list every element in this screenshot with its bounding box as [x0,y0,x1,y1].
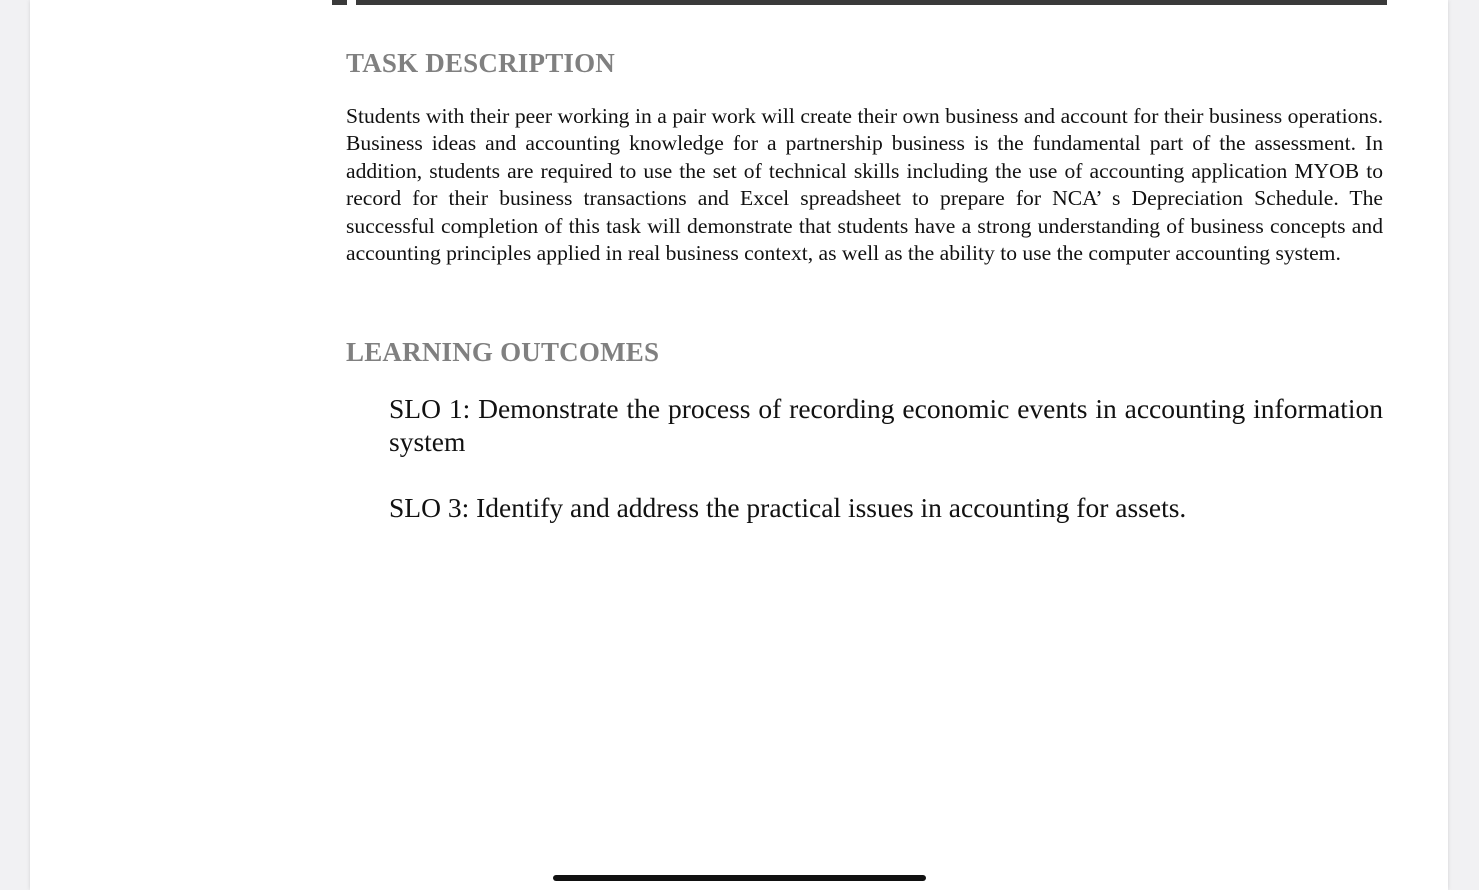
learning-outcome-slo-3: SLO 3: Identify and address the practical issues in accounting for assets. [389,492,1187,523]
header-rule-marker [332,0,347,5]
document-page [30,0,1448,890]
learning-outcome-slo-1: SLO 1: Demonstrate the process of recording economic events in accounting information system [389,393,1383,457]
task-description-heading: TASK DESCRIPTION [346,48,616,78]
home-indicator-bar[interactable] [553,875,926,881]
learning-outcomes-heading: LEARNING OUTCOMES [346,337,660,367]
header-rule [356,0,1387,5]
task-description-text: Students with their peer working in a pair work will create their own business and account for their business operations. Business ideas and accounting knowledge for a partnership business is the fundamental part of the assessment. In addition, students are required to use the set of technical skills including the use of accounting application MYOB to record for their business transactions and Excel spreadsheet to prepare for NCA’ s Depreciation Schedule. The successful completion of this task will demonstrate that students have a strong understanding of business concepts and accounting principles applied in real business context, as well as the ability to use the computer accounting system. [346,104,1383,266]
